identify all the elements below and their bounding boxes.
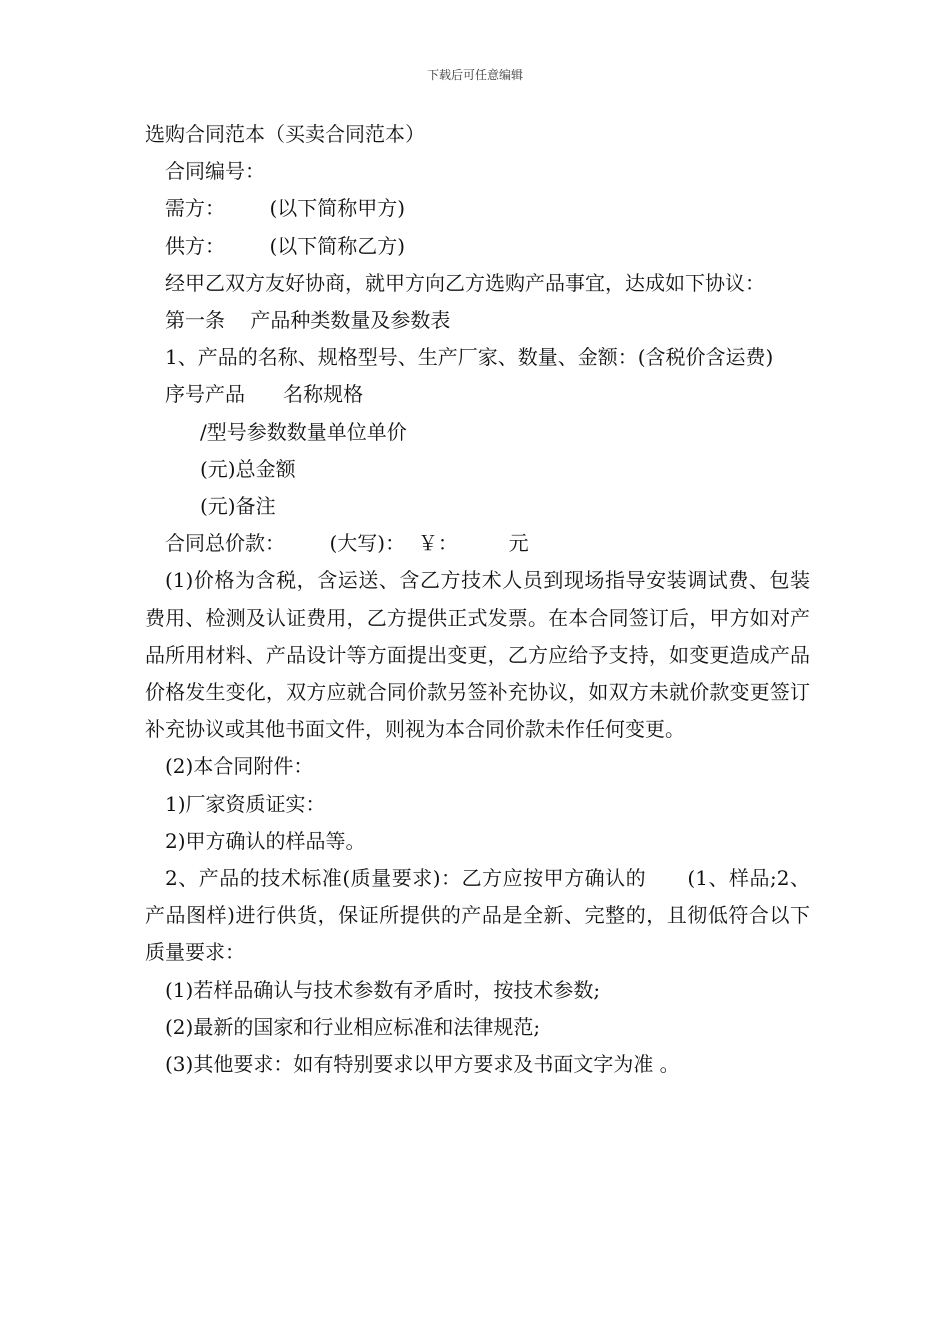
item2-paragraph: 2、产品的技术标准(质量要求)：乙方应按甲方确认的 (1、样品;2、产品图样)进行供货，保证所提供的产品是全新、完整的，且彻低符合以下质量要求： xyxy=(145,866,810,965)
header-note: 下载后可任意编辑 xyxy=(426,68,523,82)
table-header-line-4: (元)备注 xyxy=(200,494,276,519)
contract-number-line: 合同编号： xyxy=(165,159,265,184)
table-header-line-3: (元)总金额 xyxy=(200,456,296,481)
total-price-line: 合同总价款： (大写)： ￥： 元 xyxy=(165,531,529,556)
requirement-1-line: (1)若样品确认与技术参数有矛盾时，按技术参数; xyxy=(165,977,601,1002)
table-header-line-1: 序号产品 名称规格 xyxy=(165,382,364,407)
clause-1-paragraph: (1)价格为含税，含运送、含乙方技术人员到现场指导安装调试费、包装费用、检测及认证费用，乙方提供正式发票。在本合同签订后，甲方如对产品所用材料、产品设计等方面提出变更，乙方应给予支持，如变更造成产品价格发生变化，双方应就合同价款另签补充协议，如双方未就价款变更签订补充协议或其他书面文件，则视为本合同价款未作任何变更。 xyxy=(145,568,810,742)
item1-paragraph: 1、产品的名称、规格型号、生产厂家、数量、金额：(含税价含运费) xyxy=(165,345,774,370)
intro-paragraph: 经甲乙双方友好协商，就甲方向乙方选购产品事宜，达成如下协议： xyxy=(165,270,765,295)
supplier-line: 供方： (以下简称乙方) xyxy=(165,233,406,258)
document-title: 选购合同范本（买卖合同范本） xyxy=(145,122,425,146)
article1-heading: 第一条 产品种类数量及参数表 xyxy=(165,308,451,333)
buyer-line: 需方： (以下简称甲方) xyxy=(165,196,406,221)
requirement-2-line: (2)最新的国家和行业相应标准和法律规范; xyxy=(165,1014,541,1039)
clause-2-line: (2)本合同附件： xyxy=(165,754,314,779)
document-body xyxy=(145,116,810,1083)
clause-2-b-line: 2)甲方确认的样品等。 xyxy=(165,828,366,853)
table-header-line-2: /型号参数数量单位单价 xyxy=(200,419,407,444)
clause-2-a-line: 1)厂家资质证实： xyxy=(165,791,326,816)
requirement-3-line: (3)其他要求：如有特别要求以甲方要求及书面文字为准 。 xyxy=(165,1052,680,1077)
